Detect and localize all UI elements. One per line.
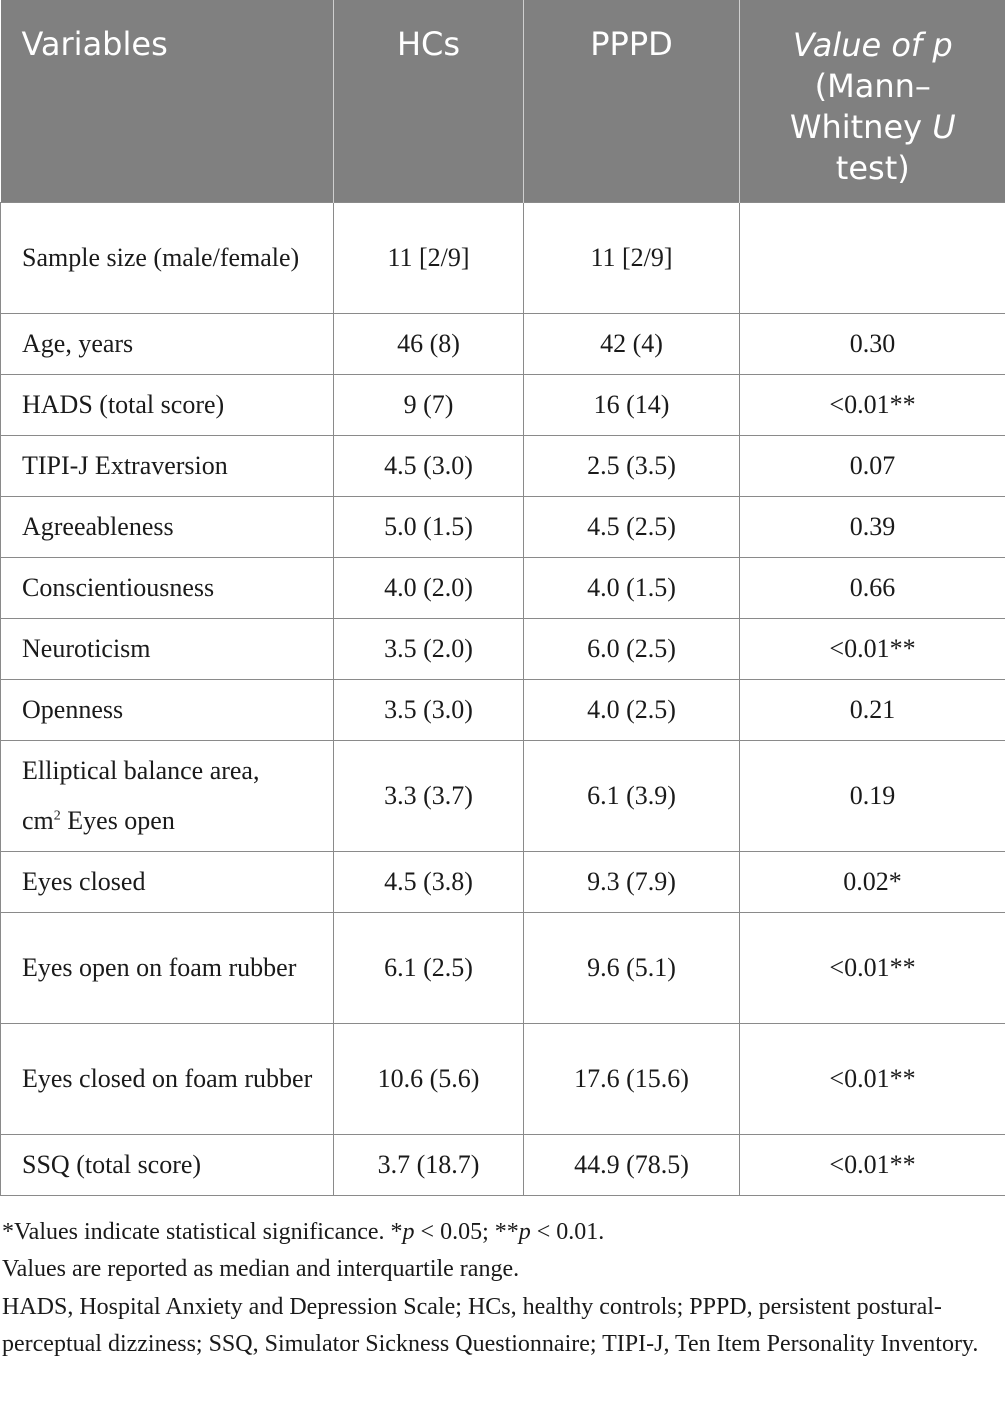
row-hcs: 11 [2/9] (334, 203, 524, 314)
row-pvalue: <0.01** (740, 913, 1005, 1024)
table-row (1, 680, 1005, 741)
row-pppd: 9.3 (7.9) (524, 852, 740, 913)
row-variable: Eyes closed on foam rubber (1, 1024, 334, 1135)
row-variable: Eyes open on foam rubber (1, 913, 334, 1024)
row-variable: Age, years (1, 314, 334, 375)
row-pppd: 4.0 (1.5) (524, 558, 740, 619)
row-pvalue: 0.21 (740, 680, 1005, 741)
table-row (1, 741, 1005, 852)
row-pvalue: 0.02* (740, 852, 1005, 913)
row-hcs: 4.5 (3.8) (334, 852, 524, 913)
row-variable: Neuroticism (1, 619, 334, 680)
row-variable: TIPI-J Extraversion (1, 436, 334, 497)
table-row (1, 314, 1005, 375)
row-pvalue: 0.66 (740, 558, 1005, 619)
table-row (1, 497, 1005, 558)
row-variable: Openness (1, 680, 334, 741)
header-hcs: HCs (334, 0, 524, 203)
row-hcs: 4.5 (3.0) (334, 436, 524, 497)
table-row (1, 436, 1005, 497)
row-pvalue: 0.39 (740, 497, 1005, 558)
table-row (1, 203, 1005, 314)
row-variable: Agreeableness (1, 497, 334, 558)
row-variable: SSQ (total score) (1, 1135, 334, 1196)
header-row (1, 0, 1005, 203)
row-pppd: 42 (4) (524, 314, 740, 375)
table-row (1, 913, 1005, 1024)
row-pppd: 17.6 (15.6) (524, 1024, 740, 1135)
row-hcs: 3.5 (3.0) (334, 680, 524, 741)
table-row (1, 375, 1005, 436)
footnote-significance: *Values indicate statistical significance. *p < 0.05; **p < 0.01. (2, 1219, 605, 1245)
table-row (1, 1135, 1005, 1196)
row-pppd: 6.0 (2.5) (524, 619, 740, 680)
row-pppd: 11 [2/9] (524, 203, 740, 314)
row-pppd: 2.5 (3.5) (524, 436, 740, 497)
row-hcs: 3.3 (3.7) (334, 741, 524, 852)
table-row (1, 558, 1005, 619)
row-variable: Sample size (male/female) (1, 203, 334, 314)
table-row (1, 1024, 1005, 1135)
header-pppd: PPPD (524, 0, 740, 203)
row-pvalue: <0.01** (740, 1135, 1005, 1196)
row-pppd: 44.9 (78.5) (524, 1135, 740, 1196)
row-pppd: 4.0 (2.5) (524, 680, 740, 741)
row-hcs: 3.5 (2.0) (334, 619, 524, 680)
header-pvalue-italic: Value of p (792, 26, 953, 64)
row-pvalue: 0.30 (740, 314, 1005, 375)
row-pvalue: 0.07 (740, 436, 1005, 497)
row-variable: Conscientiousness (1, 558, 334, 619)
footnote-abbreviations: HADS, Hospital Anxiety and Depression Scale; HCs, healthy controls; PPPD, persistent postural-perceptual dizziness; SSQ, Simulator Sickness Questionnaire; TIPI-J, Ten Item Personality Inventory. (2, 1294, 979, 1357)
row-hcs: 4.0 (2.0) (334, 558, 524, 619)
row-hcs: 5.0 (1.5) (334, 497, 524, 558)
row-pppd: 4.5 (2.5) (524, 497, 740, 558)
header-variables: Variables (1, 0, 334, 203)
row-variable: Eyes closed (1, 852, 334, 913)
row-pvalue: <0.01** (740, 1024, 1005, 1135)
row-hcs: 6.1 (2.5) (334, 913, 524, 1024)
row-hcs: 3.7 (18.7) (334, 1135, 524, 1196)
row-pvalue: 0.19 (740, 741, 1005, 852)
row-hcs: 46 (8) (334, 314, 524, 375)
row-variable: HADS (total score) (1, 375, 334, 436)
row-pvalue: <0.01** (740, 619, 1005, 680)
footnote-median: Values are reported as median and interquartile range. (2, 1256, 520, 1282)
row-variable: Elliptical balance area, $cm^2$ Eyes open (1, 741, 334, 852)
row-pvalue (740, 203, 1005, 314)
row-pppd: 9.6 (5.1) (524, 913, 740, 1024)
row-hcs: 10.6 (5.6) (334, 1024, 524, 1135)
row-hcs: 9 (7) (334, 375, 524, 436)
header-pvalue: Value of p (Mann– Whitney U test) (740, 0, 1005, 203)
row-pppd: 16 (14) (524, 375, 740, 436)
table-row (1, 852, 1005, 913)
row-pvalue: <0.01** (740, 375, 1005, 436)
row-pppd: 6.1 (3.9) (524, 741, 740, 852)
table-row (1, 619, 1005, 680)
